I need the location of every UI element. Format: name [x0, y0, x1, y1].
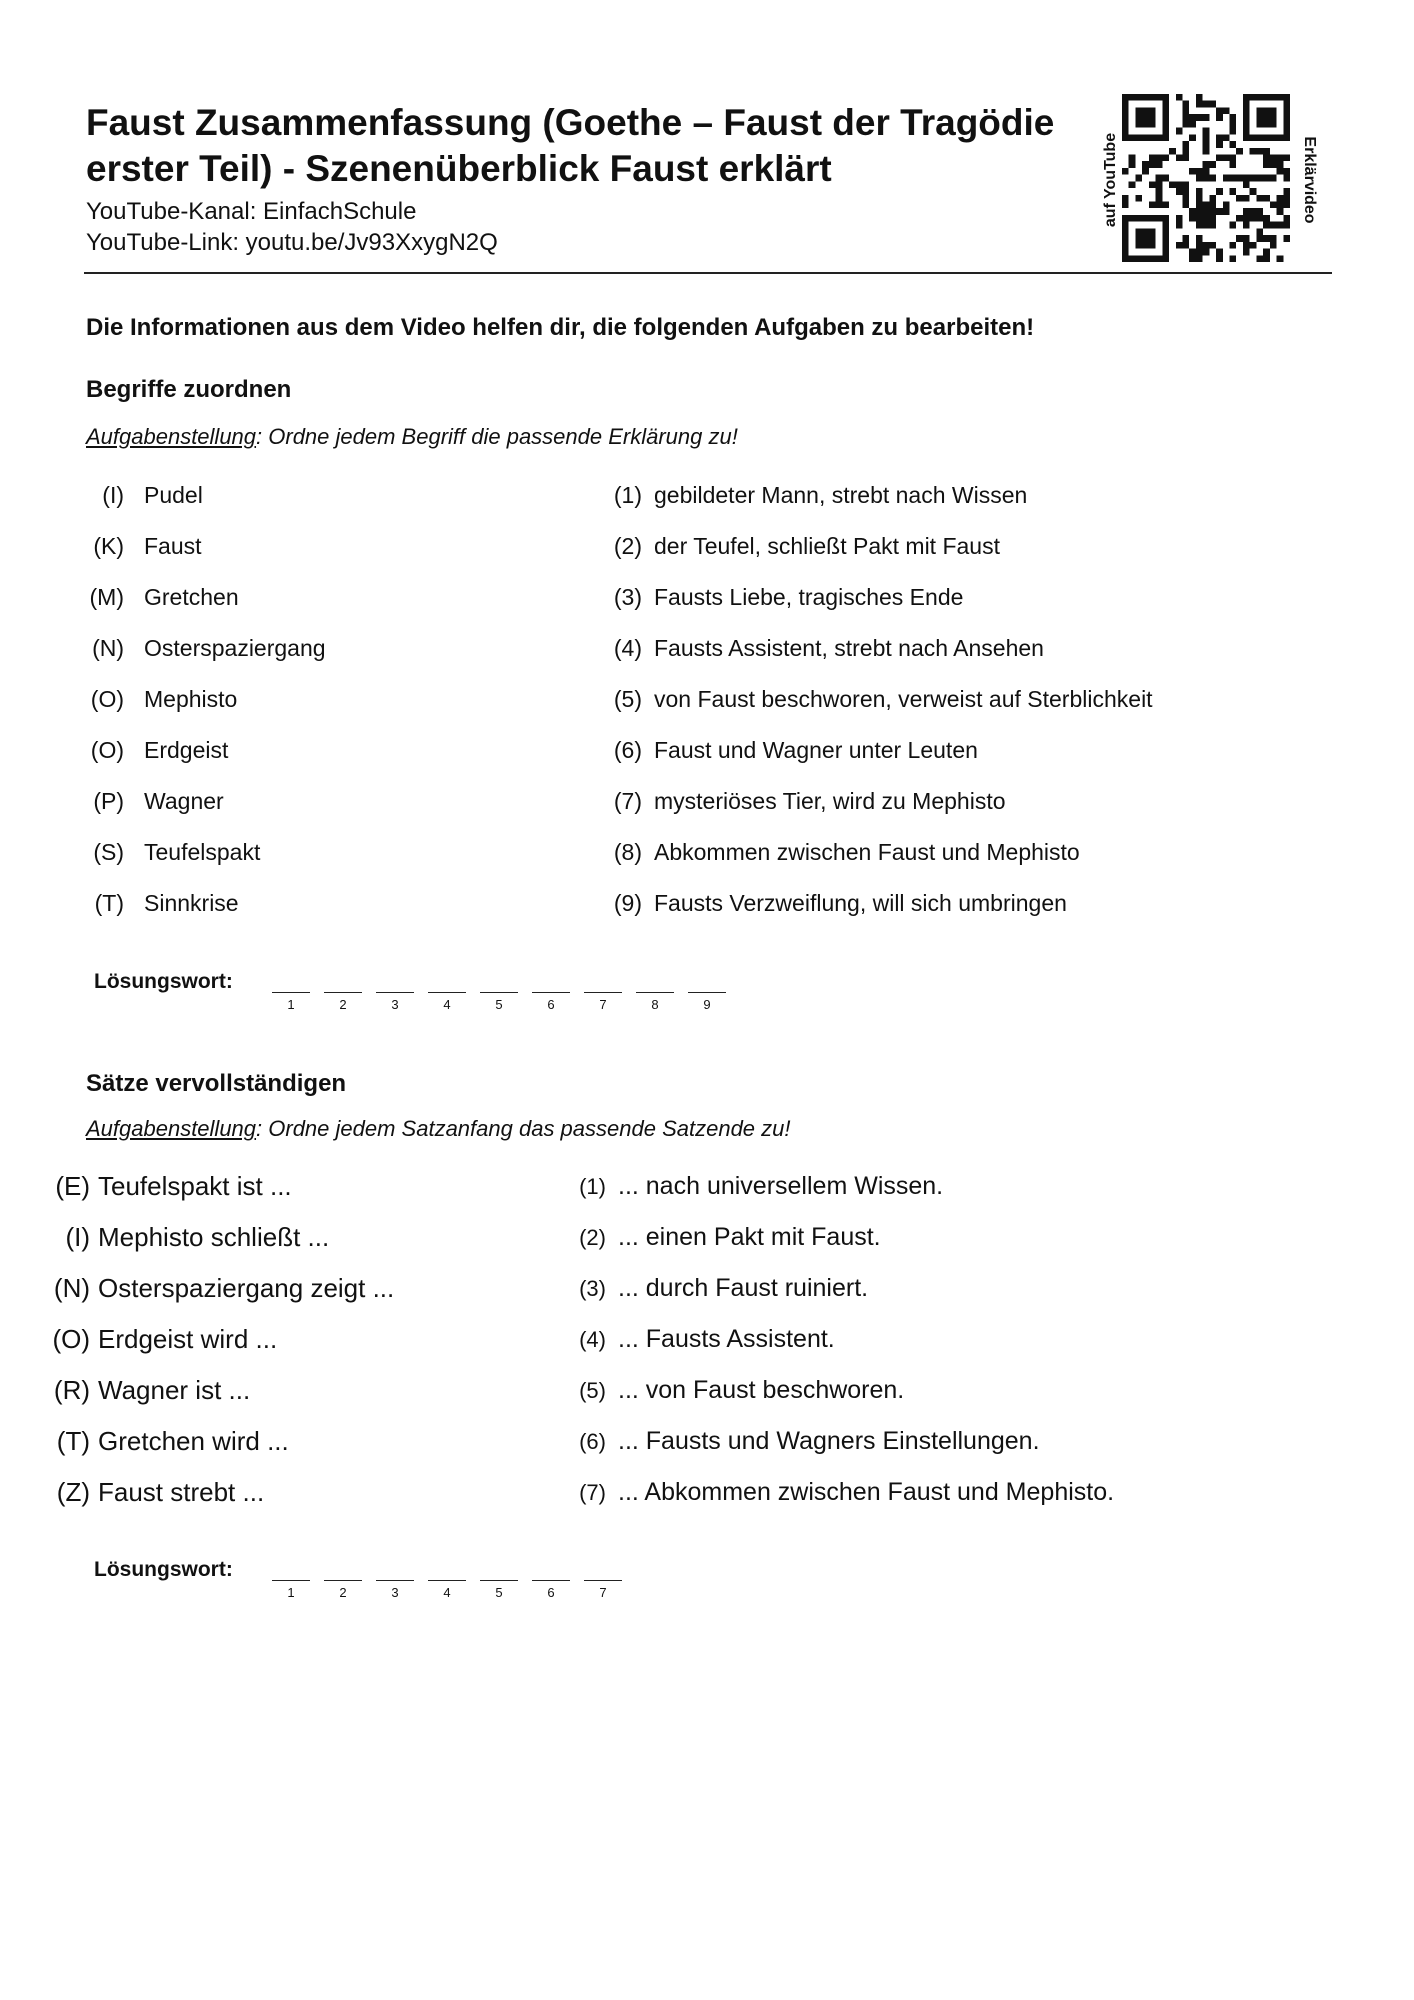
solution-slot[interactable] [480, 1580, 518, 1600]
sentence-ending-item [572, 1374, 1114, 1425]
term-item-text: Faust [144, 533, 202, 559]
explanation-item-text: Fausts Assistent, strebt nach Ansehen [654, 635, 1044, 661]
solution-slot-number: 6 [547, 997, 555, 1012]
explanation-item-code: (5) [613, 686, 642, 712]
solution-slot-number: 7 [599, 1585, 607, 1600]
explanation-item-text: Faust und Wagner unter Leuten [654, 737, 978, 763]
term-item-code: (I) [102, 482, 124, 508]
solution-slot-number: 2 [339, 1585, 347, 1600]
sentence-ending-item-text: ... Abkommen zwischen Faust und Mephisto. [618, 1478, 1115, 1506]
sentence-start-item-code: (R) [53, 1375, 90, 1405]
solution-slot[interactable] [480, 992, 518, 1012]
solution-slot-number: 8 [651, 997, 659, 1012]
solution-slot-line [324, 992, 362, 993]
sentence-ending-item-text: ... durch Faust ruiniert. [618, 1274, 869, 1302]
solution-slot-line [428, 992, 466, 993]
explanation-item [612, 531, 1153, 582]
terms-list [72, 480, 326, 939]
sentence-start-item-text: Wagner ist ... [98, 1375, 251, 1405]
solution-slot-number: 2 [339, 997, 347, 1012]
sentence-ending-item-code: (7) [579, 1480, 606, 1505]
qr-code-icon [1122, 94, 1290, 262]
explanation-item-code: (8) [613, 839, 642, 865]
task-instruction-2 [86, 1116, 791, 1142]
solution-slot-number: 3 [391, 1585, 399, 1600]
sentence-endings-list [572, 1170, 1114, 1527]
explanation-item-text: Abkommen zwischen Faust und Mephisto [654, 839, 1080, 865]
solution-slot-line [532, 1580, 570, 1581]
explanation-item-code: (2) [613, 533, 642, 559]
sentence-start-item-code: (N) [53, 1273, 90, 1303]
term-item [72, 735, 326, 786]
term-item-code: (O) [90, 737, 124, 763]
term-item [72, 480, 326, 531]
solution-slot[interactable] [272, 1580, 310, 1600]
section-title-saetze: Sätze vervollständigen [86, 1070, 347, 1097]
solution-slot-line [272, 1580, 310, 1581]
task-text: : Ordne jedem Begriff die passende Erklärung zu! [256, 424, 738, 449]
explanation-item-text: Fausts Verzweiflung, will sich umbringen [654, 890, 1067, 916]
sentence-start-item-text: Erdgeist wird ... [98, 1324, 278, 1354]
sentence-start-item-code: (I) [65, 1222, 90, 1252]
solution-slot-line [376, 992, 414, 993]
explanation-item-code: (1) [613, 482, 642, 508]
sentence-start-item-code: (O) [52, 1324, 90, 1354]
term-item-code: (M) [89, 584, 124, 610]
sentence-ending-item-text: ... von Faust beschworen. [618, 1376, 905, 1404]
sentence-ending-item-code: (1) [579, 1174, 606, 1199]
task-label: Aufgabenstellung [86, 1116, 257, 1141]
explanation-item [612, 786, 1153, 837]
solution-slot-line [376, 1580, 414, 1581]
sentence-start-item-code: (E) [55, 1171, 90, 1201]
solution-slot-line [584, 1580, 622, 1581]
explanation-item-code: (7) [613, 788, 642, 814]
term-item-text: Sinnkrise [144, 890, 239, 916]
qr-label-right: Erklärvideo [1301, 136, 1318, 224]
sentence-start-item-text: Osterspaziergang zeigt ... [98, 1273, 395, 1303]
explanation-item [612, 837, 1153, 888]
solution-slot-number: 7 [599, 997, 607, 1012]
solution-slot[interactable] [532, 1580, 570, 1600]
explanation-item [612, 582, 1153, 633]
sentence-ending-item [572, 1425, 1114, 1476]
sentence-ending-item-text: ... nach universellem Wissen. [618, 1172, 944, 1200]
intro-text: Die Informationen aus dem Video helfen dir, die folgenden Aufgaben zu bearbeiten! [86, 314, 1035, 341]
solution-slot[interactable] [532, 992, 570, 1012]
term-item-code: (P) [93, 788, 124, 814]
explanation-item [612, 480, 1153, 531]
solution-slot-line [480, 992, 518, 993]
term-item [72, 837, 326, 888]
sentence-start-item-text: Mephisto schließt ... [98, 1222, 330, 1252]
term-item-text: Erdgeist [144, 737, 229, 763]
term-item [72, 786, 326, 837]
solution-slot-number: 4 [443, 1585, 451, 1600]
explanation-item-text: mysteriöses Tier, wird zu Mephisto [654, 788, 1006, 814]
term-item-text: Wagner [144, 788, 224, 814]
sentence-ending-item-code: (3) [579, 1276, 606, 1301]
youtube-channel: YouTube-Kanal: EinfachSchule [86, 198, 417, 225]
sentence-start-item-text: Teufelspakt ist ... [98, 1171, 292, 1201]
sentence-start-item-text: Gretchen wird ... [98, 1426, 289, 1456]
solution-slot[interactable] [636, 992, 674, 1012]
solution-slot-number: 9 [703, 997, 711, 1012]
term-item-code: (T) [94, 890, 124, 916]
term-item-code: (K) [93, 533, 124, 559]
sentence-start-item-text: Faust strebt ... [98, 1477, 265, 1507]
sentence-starts-list [48, 1170, 394, 1527]
explanation-item-code: (6) [613, 737, 642, 763]
solution-slot-line [272, 992, 310, 993]
solution-label: Lösungswort: [94, 1558, 233, 1581]
explanation-item-text: der Teufel, schließt Pakt mit Faust [654, 533, 1000, 559]
term-item-code: (N) [92, 635, 124, 661]
qr-code[interactable] [1122, 94, 1294, 262]
sentence-start-item [48, 1476, 394, 1527]
sentence-ending-item-code: (2) [579, 1225, 606, 1250]
term-item [72, 888, 326, 939]
sentence-start-item [48, 1221, 394, 1272]
term-item-text: Gretchen [144, 584, 239, 610]
sentence-start-item [48, 1272, 394, 1323]
sentence-start-item [48, 1425, 394, 1476]
solution-word-1 [94, 970, 794, 1020]
solution-slot-number: 3 [391, 997, 399, 1012]
sentence-ending-item [572, 1476, 1114, 1527]
solution-slot-number: 5 [495, 1585, 503, 1600]
explanation-item-text: Fausts Liebe, tragisches Ende [654, 584, 964, 610]
sentence-ending-item-text: ... Fausts und Wagners Einstellungen. [618, 1427, 1040, 1455]
header [86, 100, 1086, 258]
term-item [72, 633, 326, 684]
sentence-ending-item-code: (4) [579, 1327, 606, 1352]
solution-slot[interactable] [584, 1580, 622, 1600]
term-item-text: Pudel [144, 482, 203, 508]
solution-slot[interactable] [428, 992, 466, 1012]
term-item [72, 582, 326, 633]
sentence-start-item-code: (T) [56, 1426, 90, 1456]
solution-slot[interactable] [272, 992, 310, 1012]
solution-slot-line [636, 992, 674, 993]
solution-slot-number: 1 [287, 997, 295, 1012]
term-item-text: Mephisto [144, 686, 238, 712]
sentence-start-item [48, 1170, 394, 1221]
term-item-code: (O) [90, 686, 124, 712]
solution-slot[interactable] [324, 1580, 362, 1600]
explanation-item-code: (9) [613, 890, 642, 916]
page-title: Faust Zusammenfassung (Goethe – Faust der Tragödie erster Teil) - Szenenüberblick Faust erklärt [86, 102, 1055, 189]
explanation-item [612, 633, 1153, 684]
explanation-item [612, 684, 1153, 735]
sentence-start-item-code: (Z) [56, 1477, 90, 1507]
sentence-ending-item [572, 1323, 1114, 1374]
sentence-ending-item-text: ... Fausts Assistent. [618, 1325, 835, 1353]
solution-slot-line [688, 992, 726, 993]
solution-slot[interactable] [376, 992, 414, 1012]
solution-slot[interactable] [324, 992, 362, 1012]
section-title-begriffe: Begriffe zuordnen [86, 376, 292, 403]
task-instruction-1 [86, 424, 738, 450]
solution-slot[interactable] [584, 992, 622, 1012]
sentence-ending-item-code: (6) [579, 1429, 606, 1454]
qr-label-left: auf YouTube [1102, 132, 1119, 228]
solution-slot[interactable] [428, 1580, 466, 1600]
term-item-text: Teufelspakt [144, 839, 261, 865]
solution-word-2 [94, 1558, 694, 1608]
solution-slot-line [584, 992, 622, 993]
sentence-ending-item [572, 1221, 1114, 1272]
term-item [72, 684, 326, 735]
solution-slot-number: 1 [287, 1585, 295, 1600]
header-divider [84, 272, 1332, 274]
solution-slot[interactable] [376, 1580, 414, 1600]
solution-slot-line [480, 1580, 518, 1581]
sentence-start-item [48, 1323, 394, 1374]
solution-slot-line [428, 1580, 466, 1581]
term-item-text: Osterspaziergang [144, 635, 326, 661]
solution-label: Lösungswort: [94, 970, 233, 993]
sentence-ending-item-text: ... einen Pakt mit Faust. [618, 1223, 881, 1251]
solution-slot-number: 6 [547, 1585, 555, 1600]
explanation-item-text: gebildeter Mann, strebt nach Wissen [654, 482, 1028, 508]
sentence-ending-item [572, 1272, 1114, 1323]
explanation-item-text: von Faust beschworen, verweist auf Sterblichkeit [654, 686, 1153, 712]
task-text: : Ordne jedem Satzanfang das passende Satzende zu! [256, 1116, 791, 1141]
task-label: Aufgabenstellung [86, 424, 257, 449]
term-item-code: (S) [93, 839, 124, 865]
sentence-ending-item-code: (5) [579, 1378, 606, 1403]
sentence-ending-item [572, 1170, 1114, 1221]
explanation-item [612, 888, 1153, 939]
youtube-link[interactable]: YouTube-Link: youtu.be/Jv93XxygN2Q [86, 229, 498, 256]
term-item [72, 531, 326, 582]
explanations-list [612, 480, 1153, 939]
solution-slot[interactable] [688, 992, 726, 1012]
explanation-item-code: (4) [613, 635, 642, 661]
explanation-item-code: (3) [613, 584, 642, 610]
explanation-item [612, 735, 1153, 786]
solution-slot-line [532, 992, 570, 993]
solution-slot-line [324, 1580, 362, 1581]
solution-slot-number: 4 [443, 997, 451, 1012]
solution-slot-number: 5 [495, 997, 503, 1012]
sentence-start-item [48, 1374, 394, 1425]
